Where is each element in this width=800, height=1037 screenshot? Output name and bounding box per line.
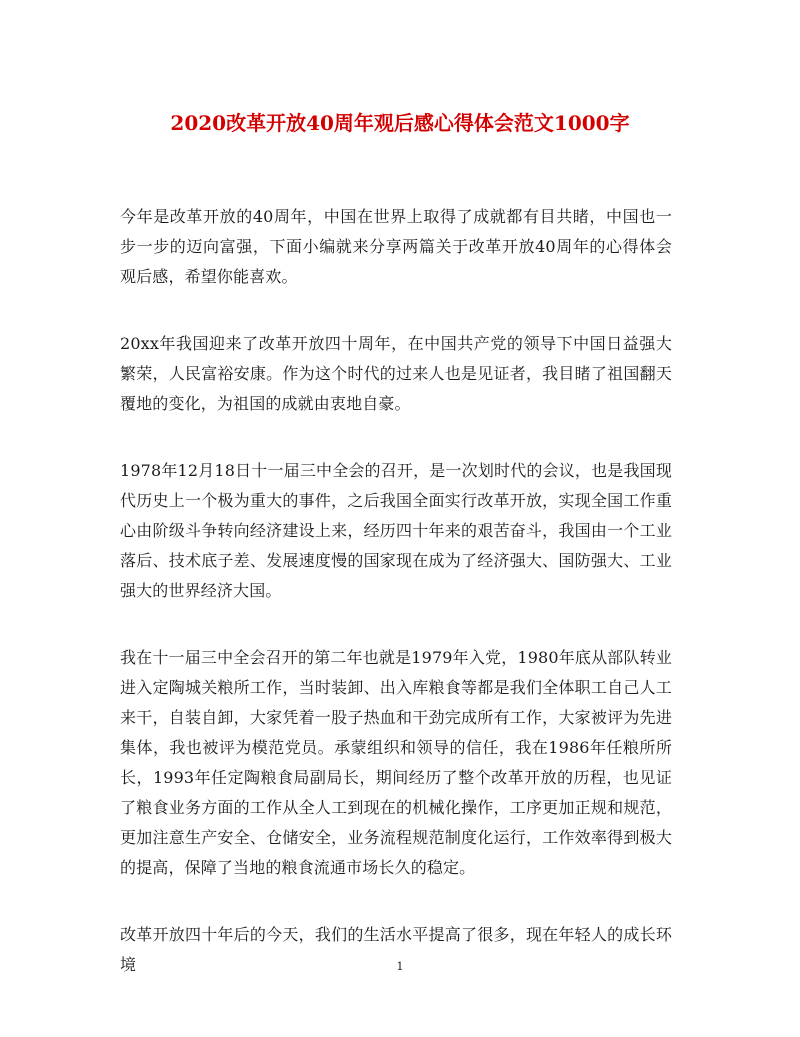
document-title: 2020改革开放40周年观后感心得体会范文1000字 xyxy=(170,111,630,135)
paragraph-history: 1978年12月18日十一届三中全会的召开，是一次划时代的会议，也是我国现代历史上一个极为重大的事件，之后我国全面实行改革开放，实现全国工作重心由阶级斗争转向经济建设上来，经历四十年来的艰苦奋斗，我国由一个工业落后、技术底子差、发展速度慢的国家现在成为了经济强大、国防强大、工业强大的世界经济大国。 xyxy=(120,461,672,600)
paragraph-personal: 我在十一届三中全会召开的第二年也就是1979年入党，1980年底从部队转业进入定陶城关粮所工作，当时装卸、出入库粮食等都是我们全体职工自己人工来干，自装自卸，大家凭着一股子热血和干劲完成所有工作，大家被评为先进集体，我也被评为模范党员。承蒙组织和领导的信任，我在1986年任粮所所长，1993年任定陶粮食局副局长，期间经历了整个改革开放的历程，也见证了粮食业务方面的工作从全人工到现在的机械化操作，工序更加正规和规范，更加注意生产安全、仓储安全，业务流程规范制度化运行，工作效率得到极大的提高，保障了当地的粮食流通市场长久的稳定。 xyxy=(120,648,672,877)
paragraph-today: 改革开放四十年后的今天，我们的生活水平提高了很多，现在年轻人的成长环境 xyxy=(120,925,672,974)
paragraph-intro: 今年是改革开放的40周年，中国在世界上取得了成就都有目共睹，中国也一步一步的迈向富强，下面小编就来分享两篇关于改革开放40周年的心得体会观后感，希望你能喜欢。 xyxy=(120,207,672,286)
paragraph-anniversary: 20xx年我国迎来了改革开放四十周年，在中国共产党的领导下中国日益强大繁荣，人民富裕安康。作为这个时代的过来人也是见证者，我目睹了祖国翻天覆地的变化，为祖国的成就由衷地自豪。 xyxy=(120,334,672,413)
document-body xyxy=(120,202,672,1017)
page-number: 1 xyxy=(396,960,404,973)
